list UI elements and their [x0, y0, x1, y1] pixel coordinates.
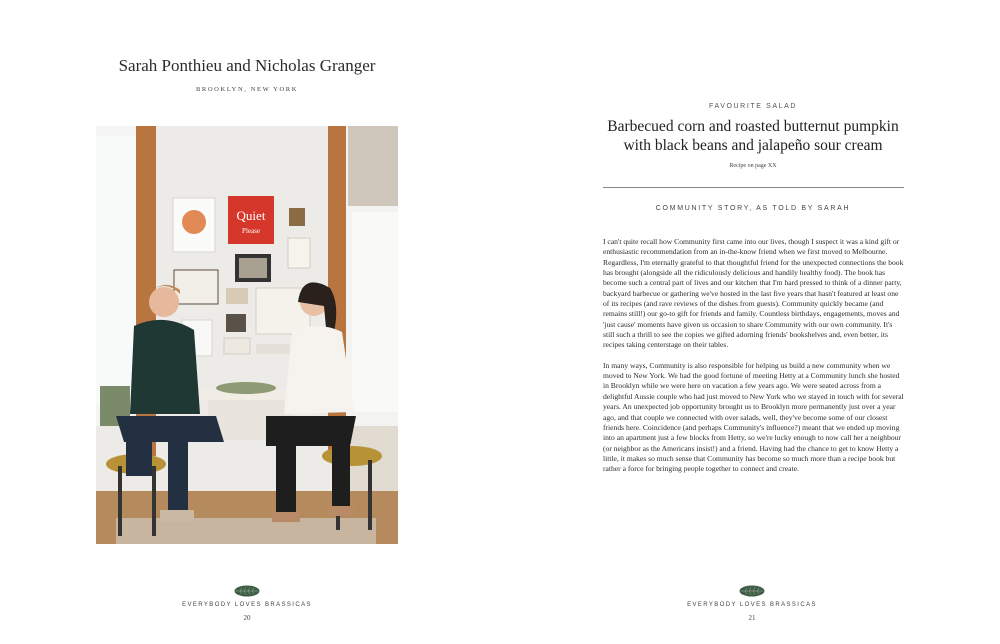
footer-right	[652, 585, 852, 622]
right-page	[500, 0, 1000, 644]
couple-photo	[96, 126, 398, 544]
leaf-emblem-icon	[739, 585, 765, 597]
location: BROOKLYN, NEW YORK	[196, 86, 298, 93]
page-number: 21	[748, 614, 756, 622]
recipe-page-reference: Recipe on page XX	[729, 163, 777, 169]
page-number: 20	[243, 614, 251, 622]
footer-left	[147, 585, 347, 622]
story-paragraph: In many ways, Community is also responsible for helping us build a new community when we moved to New York. We had the good fortune of meeting Hetty at a Community lunch she hosted in Brooklyn while we were here on vacation a few years ago. We were seated across from a delightful Aussie couple who had just moved to New York who we stayed in touch with for several years. An unexpected job opportunity brought us to Brooklyn more permanently just over a year ago, and that couple we connected with over salads, well, they've become some of our closest friends here. Coincidence (and perhaps Community's influence?) meant that we ended up moving into an apartment just a few blocks from Hetty, so we're lucky enough to now call her a neighbour (or neighbor as the Americans insist!) and a friend. Having had the chance to get to know Hetty a little, it makes so much sense that Community has become so much more than a recipe book but rather a force for bringing people together to connect and create.	[603, 360, 904, 474]
recipe-title: Barbecued corn and roasted butternut pumpkin with black beans and jalapeño sour cream	[607, 118, 899, 154]
sign-text-quiet: Quiet	[236, 208, 266, 223]
section-kicker: FAVOURITE SALAD	[708, 103, 798, 110]
leaf-emblem-icon	[234, 585, 260, 597]
story-body	[603, 237, 905, 485]
couple-names: Sarah Ponthieu and Nicholas Granger	[118, 56, 376, 75]
story-heading: COMMUNITY STORY, AS TOLD BY SARAH	[655, 205, 851, 212]
sign-text-please: Please	[242, 227, 260, 235]
couple-photo-illustration	[96, 126, 398, 544]
story-paragraph: I can't quite recall how Community first came into our lives, though I suspect it was a kind gift or enthusiastic recommendation from an in-the-know friend when we first moved to Melbourne. Regardless, I'm eternally grateful to that thoughtful friend for the unexpected connections the book has brought (alongside all the ridiculously delicious and handily healthy food). The book has become such a central part of lives and our kitchen that I'm hard pressed to think of a dinner party, backyard barbecue or gathering we've hosted in the last five years that hasn't featured at least one of its recipes (and rave reviews of the dishes from guests). Community quickly became (and remains still!) our go-to gift for friends and family. Countless birthdays, engagements, moves and 'just cause' moments have given us occasion to share Community with our own community. It's still such a thrill to see the copies we gifted adorning friends' bookshelves and, even better, its recipes taking centerstage on their tables.	[603, 237, 904, 350]
divider	[603, 187, 904, 188]
footer-book-title: EVERYBODY LOVES BRASSICAS	[687, 602, 817, 608]
footer-book-title: EVERYBODY LOVES BRASSICAS	[182, 602, 312, 608]
